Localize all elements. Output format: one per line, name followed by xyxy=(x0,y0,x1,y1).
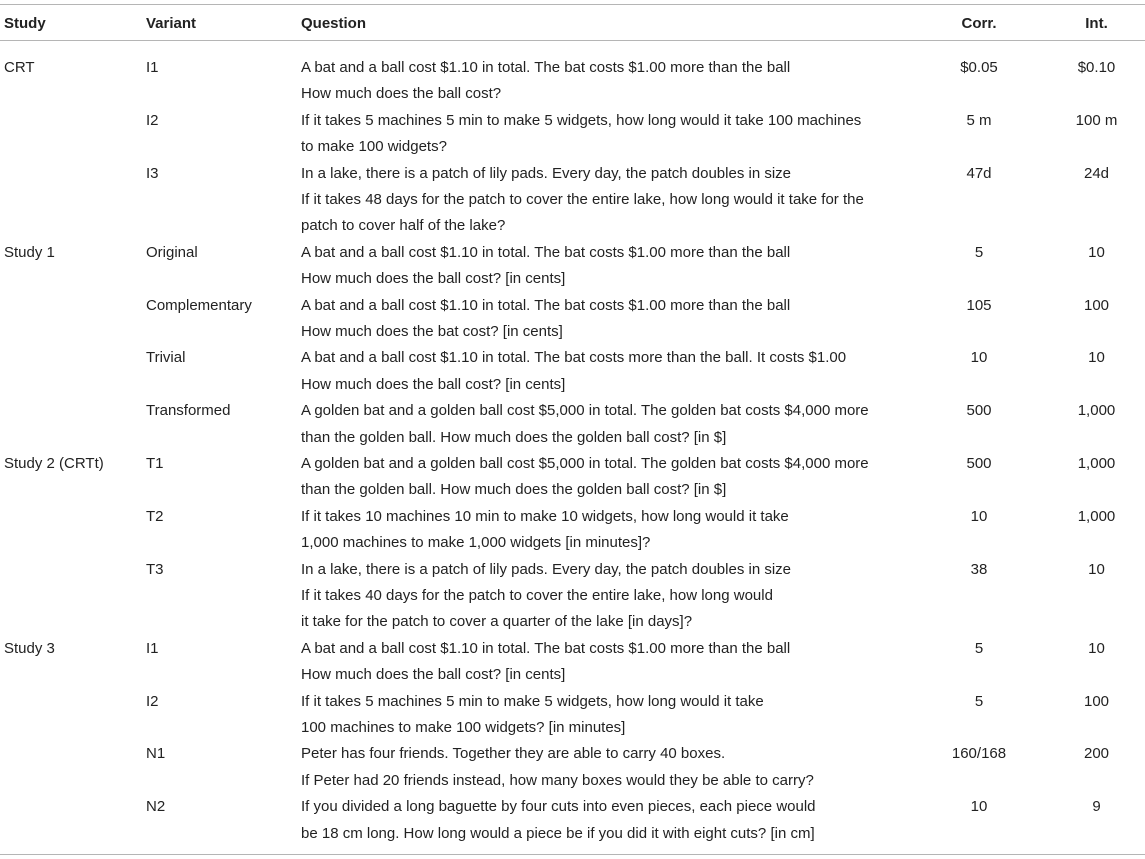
cell-variant: T1 xyxy=(146,455,164,472)
question-line: If it takes 5 machines 5 min to make 5 widgets, how long would it take 100 machines xyxy=(301,111,862,129)
question-line: than the golden ball. How much does the golden ball cost? [in $] xyxy=(301,428,727,446)
question-line: it take for the patch to cover a quarter of the lake [in days]? xyxy=(301,613,693,631)
cell-question xyxy=(301,108,861,161)
cell-variant: N1 xyxy=(146,745,166,763)
cell-corr: 5 xyxy=(974,692,984,710)
question-line: How much does the ball cost? xyxy=(301,85,502,103)
header-variant: Variant xyxy=(146,15,197,32)
question-line: A bat and a ball cost $1.10 in total. The bat costs $1.00 more than the ball xyxy=(301,639,791,657)
cell-corr: $0.05 xyxy=(960,59,998,76)
cell-question xyxy=(301,398,869,451)
header-corr: Corr. xyxy=(961,15,997,32)
question-line: to make 100 widgets? xyxy=(301,138,447,156)
cell-study: Study 3 xyxy=(4,639,55,657)
cell-corr: 105 xyxy=(966,296,992,314)
cell-study: Study 1 xyxy=(4,243,55,261)
cell-question xyxy=(301,689,764,742)
question-line: A bat and a ball cost $1.10 in total. The bat costs $1.00 more than the ball xyxy=(301,243,791,261)
cell-int: 24d xyxy=(1083,164,1110,182)
cell-variant: Complementary xyxy=(146,296,252,314)
cell-int: 10 xyxy=(1088,639,1105,657)
question-line: If it takes 40 days for the patch to cover the entire lake, how long would xyxy=(301,587,773,604)
cell-int: 1,000 xyxy=(1077,402,1116,420)
question-line: A bat and a ball cost $1.10 in total. The bat costs more than the ball. It costs $1.00 xyxy=(301,349,847,367)
cell-question xyxy=(301,451,869,504)
header-question: Question xyxy=(301,15,367,32)
cell-int: $0.10 xyxy=(1077,59,1116,76)
cell-variant: T3 xyxy=(146,560,164,578)
cell-variant: Trivial xyxy=(146,349,186,367)
cell-study: Study 2 (CRTt) xyxy=(4,455,104,472)
question-line: 1,000 machines to make 1,000 widgets [in minutes]? xyxy=(301,534,651,552)
question-line: If it takes 5 machines 5 min to make 5 widgets, how long would it take xyxy=(301,692,764,710)
header-int: Int. xyxy=(1085,15,1108,32)
cell-corr: 10 xyxy=(970,349,988,367)
cell-int: 9 xyxy=(1092,798,1101,816)
question-line: If it takes 10 machines 10 min to make 10 widgets, how long would it take xyxy=(301,507,789,525)
cell-variant: I1 xyxy=(146,59,159,76)
cell-question xyxy=(301,741,814,794)
question-line: A golden bat and a golden ball cost $5,000 in total. The golden bat costs $4,000 more xyxy=(301,402,869,420)
cell-question xyxy=(301,504,789,557)
cell-question xyxy=(301,345,846,398)
cell-corr: 10 xyxy=(970,507,988,525)
cell-int: 10 xyxy=(1088,349,1105,367)
cell-question xyxy=(301,161,864,240)
cell-question xyxy=(301,240,790,293)
cell-study: CRT xyxy=(4,59,35,76)
cell-int: 10 xyxy=(1088,560,1105,578)
table-header-rule xyxy=(0,40,1145,41)
cell-corr: 500 xyxy=(966,402,992,420)
question-line: If Peter had 20 friends instead, how many boxes would they be able to carry? xyxy=(301,771,814,789)
question-line: How much does the ball cost? [in cents] xyxy=(301,666,566,684)
question-line: 100 machines to make 100 widgets? [in minutes] xyxy=(301,719,626,736)
cell-int: 100 xyxy=(1083,296,1110,314)
cell-int: 1,000 xyxy=(1077,507,1116,525)
question-line: than the golden ball. How much does the golden ball cost? [in $] xyxy=(301,481,727,499)
cell-corr: 500 xyxy=(966,455,992,472)
cell-question xyxy=(301,557,791,636)
question-line: How much does the ball cost? [in cents] xyxy=(301,270,566,288)
cell-question xyxy=(301,636,790,689)
cell-int: 100 m xyxy=(1075,111,1118,129)
cell-variant: I2 xyxy=(146,111,159,129)
cell-variant: I2 xyxy=(146,692,159,710)
question-line: How much does the ball cost? [in cents] xyxy=(301,375,566,393)
header-study: Study xyxy=(4,15,46,32)
cell-corr: 38 xyxy=(970,560,988,578)
question-line: If you divided a long baguette by four cuts into even pieces, each piece would xyxy=(301,798,816,816)
table-bottom-rule xyxy=(0,854,1145,855)
question-line: Peter has four friends. Together they are able to carry 40 boxes. xyxy=(301,745,726,763)
cell-variant: I1 xyxy=(146,639,159,657)
question-line: If it takes 48 days for the patch to cover the entire lake, how long would it take for the xyxy=(301,191,864,208)
question-line: be 18 cm long. How long would a piece be if you did it with eight cuts? [in cm] xyxy=(301,824,815,842)
question-line: How much does the bat cost? [in cents] xyxy=(301,323,563,340)
question-line: patch to cover half of the lake? xyxy=(301,217,506,235)
cell-int: 100 xyxy=(1083,692,1110,710)
question-line: A bat and a ball cost $1.10 in total. The bat costs $1.00 more than the ball xyxy=(301,296,791,314)
cell-question xyxy=(301,293,790,346)
cell-variant: N2 xyxy=(146,798,166,816)
cell-variant: I3 xyxy=(146,164,159,182)
cell-int: 10 xyxy=(1088,243,1105,261)
cell-int: 200 xyxy=(1083,745,1110,763)
cell-variant: Original xyxy=(146,243,198,261)
question-line: A bat and a ball cost $1.10 in total. The bat costs $1.00 more than the ball xyxy=(301,59,791,76)
cell-corr: 10 xyxy=(970,798,988,816)
cell-question xyxy=(301,794,816,847)
question-line: In a lake, there is a patch of lily pads. Every day, the patch doubles in size xyxy=(301,164,791,182)
cell-variant: T2 xyxy=(146,507,164,525)
cell-corr: 5 m xyxy=(966,111,992,129)
cell-corr: 47d xyxy=(966,164,992,182)
cell-corr: 5 xyxy=(974,243,984,261)
cell-int: 1,000 xyxy=(1077,455,1116,472)
cell-variant: Transformed xyxy=(146,402,231,420)
table-top-rule xyxy=(0,4,1145,5)
cell-corr: 5 xyxy=(974,639,984,657)
question-line: In a lake, there is a patch of lily pads. Every day, the patch doubles in size xyxy=(301,560,791,578)
cell-question xyxy=(301,55,790,108)
question-line: A golden bat and a golden ball cost $5,000 in total. The golden bat costs $4,000 more xyxy=(301,455,869,472)
cell-corr: 160/168 xyxy=(951,745,1007,763)
